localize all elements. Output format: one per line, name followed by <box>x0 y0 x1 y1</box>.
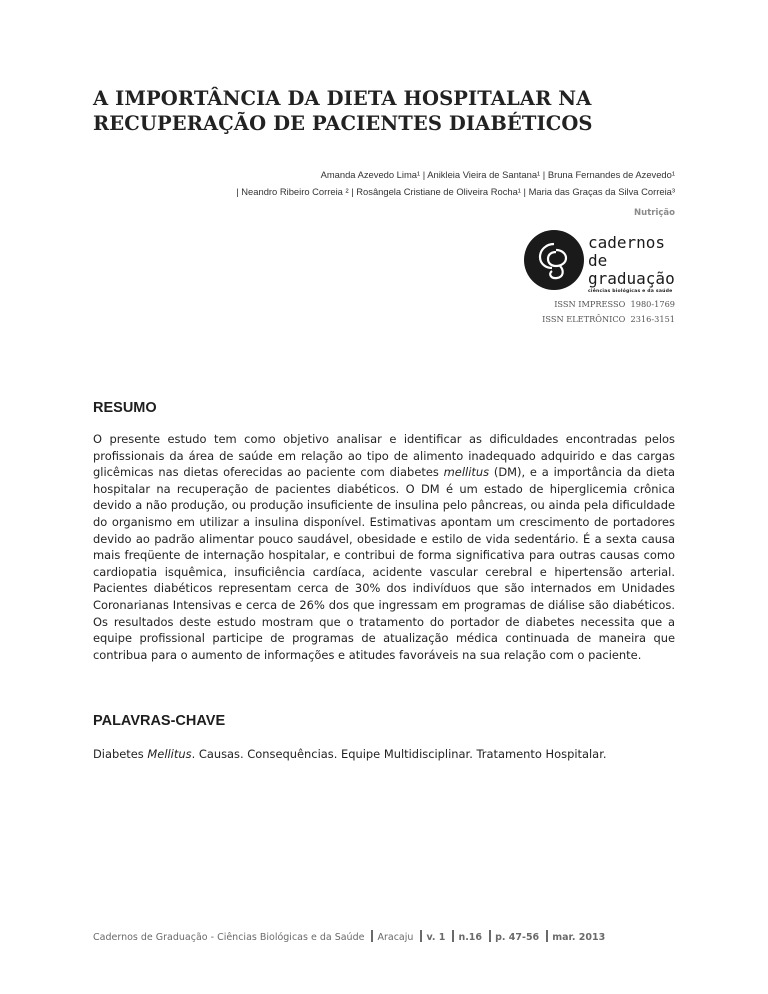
authors-line: Amanda Azevedo Lima¹ | Anikleia Vieira de Santana¹ | Bruna Fernandes de Azevedo¹ <box>320 169 675 180</box>
footer-separator <box>546 930 548 942</box>
logo-text-line1: cadernos de <box>588 233 666 270</box>
article-title <box>93 86 693 136</box>
footer-number: n.16 <box>458 932 483 943</box>
logo-text-line3: ciências biológicas e da saúde <box>588 289 673 294</box>
title-line: RECUPERAÇÃO DE PACIENTES DIABÉTICOS <box>93 112 593 135</box>
keywords-text: Diabetes Mellitus. Causas. Consequências. Equipe Multidisciplinar. Tratamento Hospitalar. <box>93 747 607 761</box>
footer-city: Aracaju <box>377 932 414 943</box>
footer-separator <box>452 930 454 942</box>
footer-section: Ciências Biológicas e da Saúde <box>217 932 365 943</box>
issn-block <box>542 297 675 327</box>
footer-date: mar. 2013 <box>552 932 606 943</box>
cg-monogram-icon <box>524 230 584 290</box>
authors-line: | Neandro Ribeiro Correia ² | Rosângela Cristiane de Oliveira Rocha¹ | Maria das Graças da Silva Correia³ <box>236 186 675 197</box>
subject-area: Nutrição <box>634 208 675 218</box>
author-list <box>75 166 675 200</box>
page-footer <box>93 930 675 943</box>
journal-logo <box>524 230 679 294</box>
footer-separator <box>371 930 373 942</box>
footer-separator <box>420 930 422 942</box>
abstract-text: O presente estudo tem como objetivo analisar e identificar as dificuldades encontradas pelos profissionais da área de saúde em relação ao tipo de alimento inadequado adquirido e das cargas glicêmicas nas dietas oferecidas ao paciente com diabetes mellitus (DM), e a importância da dieta hospitalar na recuperação de pacientes diabéticos. O DM é um estado de hiperglicemia crônica devido a não produção, ou produção insuficiente de insulina pelo pâncreas, ou ainda pela dificuldade do organismo em utilizar a insulina disponível. Estimativas apontam um crescimento de portadores devido ao padrão alimentar pouco saudável, obesidade e estilo de vida sedentário. É a sexta causa mais freqüente de internação hospitalar, e contribui de forma significativa para outras causas como cardiopatia isquêmica, insuficiência cardíaca, acidente vascular cerebral e hipertensão arterial. Pacientes diabéticos representam cerca de 30% dos indivíduos que são internados em Unidades Coronarianas Intensivas e cerca de 26% dos que ingressam em programas de diálise são diabéticos. Os resultados deste estudo mostram que o tratamento do portador de diabetes necessita que a equipe profissional participe de programas de atualização médica continuada de maneira que contribua para o aumento de informações e atitudes favoráveis na sua relação com o paciente. <box>93 432 675 662</box>
keywords-heading: PALAVRAS-CHAVE <box>93 713 226 729</box>
footer-journal: Cadernos de Graduação - <box>93 932 218 943</box>
footer-volume: v. 1 <box>426 932 446 943</box>
issn-print: ISSN IMPRESSO 1980-1769 <box>554 299 675 309</box>
issn-electronic: ISSN ELETRÔNICO 2316-3151 <box>542 314 675 324</box>
resumo-heading: RESUMO <box>93 400 157 416</box>
logo-text-line2: graduação <box>588 269 675 288</box>
footer-separator <box>489 930 491 942</box>
title-line: A IMPORTÂNCIA DA DIETA HOSPITALAR NA <box>93 87 592 110</box>
footer-pages: p. 47-56 <box>495 932 540 943</box>
